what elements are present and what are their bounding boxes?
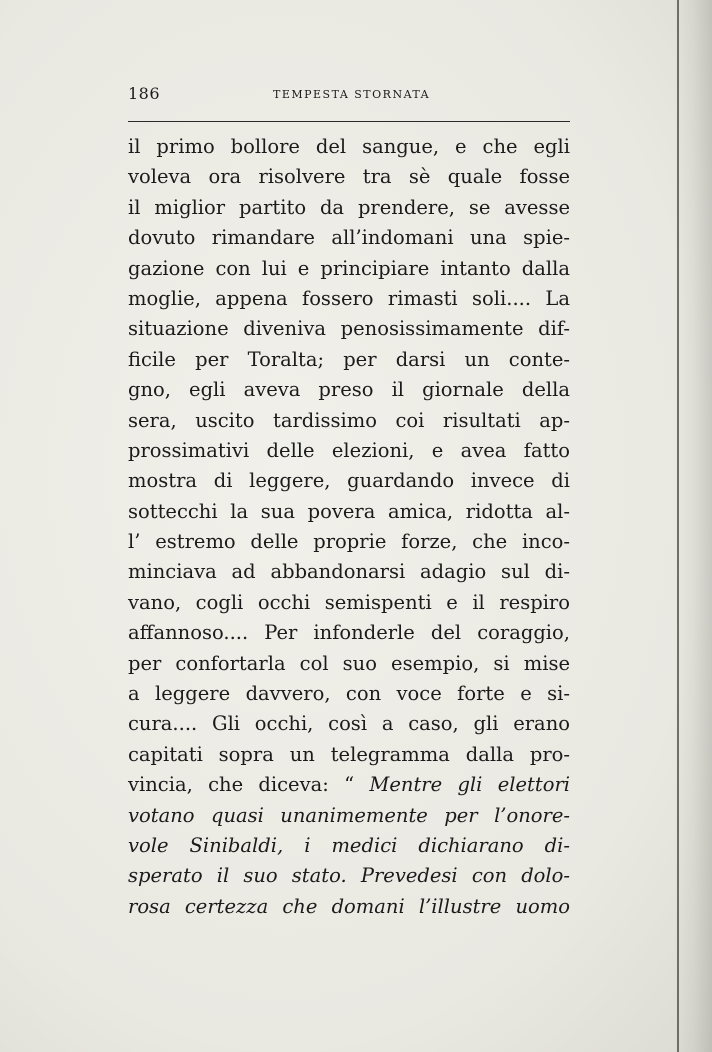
text-line: dovuto rimandare all’indomani una spie- [128, 226, 570, 250]
text-line: ficile per Toralta; per darsi un conte- [128, 347, 570, 371]
text-line: mostra di leggere, guardando invece di [128, 469, 570, 493]
text-line-italic: sperato il suo stato. Prevedesi con dolo- [128, 864, 570, 888]
page-edge-line [677, 0, 679, 1052]
page-header [128, 84, 568, 112]
page-edge-shadow [674, 0, 712, 1052]
header-rule [128, 121, 570, 122]
body-text [128, 132, 570, 922]
text-line: sera, uscito tardissimo coi risultati ap- [128, 408, 570, 432]
text-line: per confortarla col suo esempio, si mise [128, 651, 570, 675]
text-line: situazione diveniva penosissimamente dif- [128, 317, 570, 341]
text-line-italic-part: Mentre gli elettori [369, 773, 570, 797]
text-line: gno, egli aveva preso il giornale della [128, 378, 570, 402]
text-line: a leggere davvero, con voce forte e si- [128, 682, 570, 706]
text-line: sottecchi la sua povera amica, ridotta al- [128, 499, 570, 523]
text-line: l’ estremo delle proprie forze, che inco- [128, 530, 570, 554]
text-line-italic: vole Sinibaldi, i medici dichiarano di- [128, 833, 570, 857]
text-line-mixed [128, 770, 570, 800]
text-line: vano, cogli occhi semispenti e il respiro [128, 590, 570, 614]
text-line: voleva ora risolvere tra sè quale fosse [128, 165, 570, 189]
text-line-roman-part: vincia, che diceva: “ [128, 773, 370, 797]
running-title: TEMPESTA STORNATA [273, 88, 431, 101]
text-line-italic: rosa certezza che domani l’illustre uomo [128, 894, 570, 918]
text-line: moglie, appena fossero rimasti soli.... La [128, 286, 570, 310]
text-line-italic: votano quasi unanimemente per l’onore- [128, 803, 570, 827]
text-line: il primo bollore del sangue, e che egli [128, 135, 570, 158]
text-line: il miglior partito da prendere, se avesse [128, 195, 570, 219]
text-line: minciava ad abbandonarsi adagio sul di- [128, 560, 570, 584]
text-line: affannoso.... Per infonderle del coraggio, [128, 621, 570, 645]
text-line: capitati sopra un telegramma dalla pro- [128, 742, 570, 766]
text-line: cura.... Gli occhi, così a caso, gli erano [128, 712, 570, 736]
page-number: 186 [128, 84, 161, 103]
text-line: prossimativi delle elezioni, e avea fatto [128, 438, 570, 462]
text-line: gazione con lui e principiare intanto dalla [128, 256, 570, 280]
